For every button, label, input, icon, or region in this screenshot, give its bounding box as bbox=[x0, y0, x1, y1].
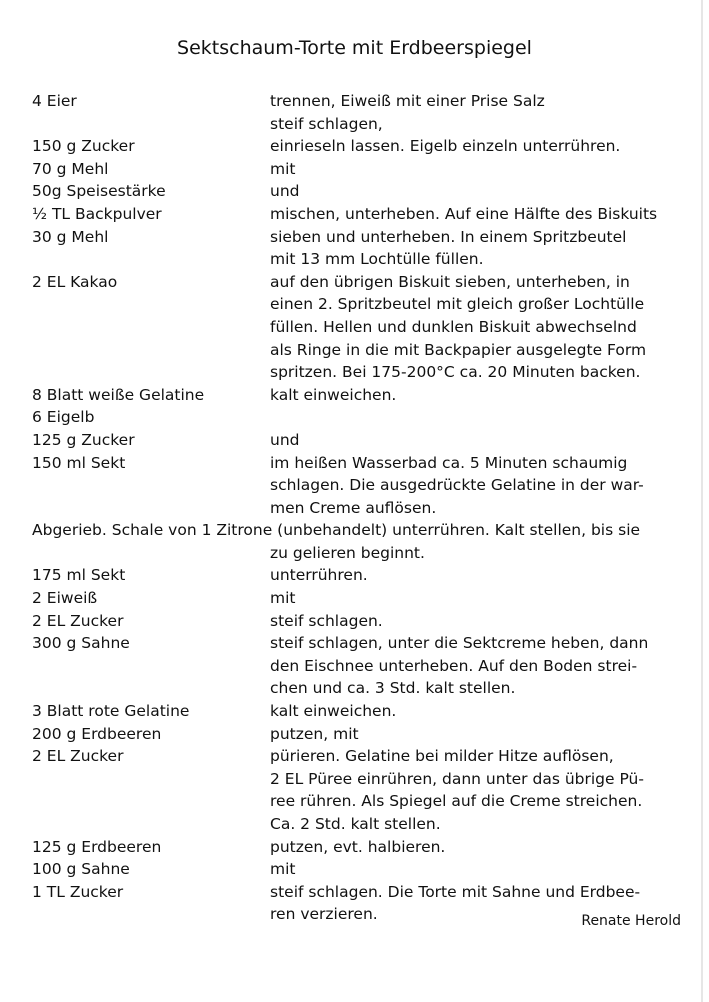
instruction-text bbox=[270, 858, 682, 881]
recipe-body bbox=[32, 90, 682, 926]
recipe-row bbox=[32, 452, 682, 520]
recipe-row bbox=[32, 135, 682, 158]
recipe-row bbox=[32, 610, 682, 633]
recipe-row bbox=[32, 429, 682, 452]
zitrone-instruction bbox=[32, 519, 682, 564]
instruction-line: im heißen Wasserbad ca. 5 Minuten schaumig bbox=[270, 453, 628, 472]
ingredient-label: 200 g Erdbeeren bbox=[32, 724, 162, 743]
ingredient-label: 300 g Sahne bbox=[32, 634, 130, 653]
instruction-line: ren verzieren. bbox=[270, 905, 378, 924]
instruction-line: chen und ca. 3 Std. kalt stellen. bbox=[270, 679, 516, 698]
instruction-text bbox=[270, 587, 682, 610]
instruction-line: mit 13 mm Lochtülle füllen. bbox=[270, 250, 484, 269]
ingredient-label: 30 g Mehl bbox=[32, 227, 109, 246]
instruction-text bbox=[270, 836, 682, 859]
instruction-line: trennen, Eiweiß mit einer Prise Salz bbox=[270, 92, 545, 110]
instruction-line: einen 2. Spritzbeutel mit gleich großer Lochtülle bbox=[270, 295, 645, 314]
instruction-line: füllen. Hellen und dunklen Biskuit abwechselnd bbox=[270, 317, 637, 336]
ingredient-label: 50g Speisestärke bbox=[32, 182, 166, 201]
ingredient-label: 2 Eiweiß bbox=[32, 589, 98, 608]
ingredient-label: 3 Blatt rote Gelatine bbox=[32, 702, 190, 721]
recipe-row bbox=[32, 836, 682, 859]
ingredient-label: 6 Eigelb bbox=[32, 408, 95, 427]
recipe-row bbox=[32, 406, 682, 429]
instruction-line: pürieren. Gelatine bei milder Hitze auflösen, bbox=[270, 747, 614, 766]
instruction-text bbox=[270, 90, 682, 135]
recipe-row bbox=[32, 858, 682, 881]
recipe-row bbox=[32, 723, 682, 746]
author-name: Renate Herold bbox=[581, 913, 681, 929]
ingredient-label: 8 Blatt weiße Gelatine bbox=[32, 385, 205, 404]
ingredient-label: 125 g Erdbeeren bbox=[32, 837, 162, 856]
instruction-text bbox=[270, 180, 682, 203]
instruction-text bbox=[270, 745, 682, 835]
recipe-row bbox=[32, 158, 682, 181]
ingredient-label: ½ TL Backpulver bbox=[32, 204, 162, 223]
instruction-text bbox=[270, 700, 682, 723]
instruction-text bbox=[270, 632, 682, 700]
instruction-text bbox=[270, 384, 682, 407]
recipe-row bbox=[32, 745, 682, 835]
ingredient-label: 70 g Mehl bbox=[32, 159, 109, 178]
instruction-line: ree rühren. Als Spiegel auf die Creme streichen. bbox=[270, 792, 643, 811]
instruction-text bbox=[270, 406, 682, 429]
instruction-text bbox=[270, 610, 682, 633]
recipe-row bbox=[32, 226, 682, 271]
instruction-line bbox=[270, 406, 682, 429]
ingredient-label: 150 ml Sekt bbox=[32, 453, 126, 472]
instruction-line: mischen, unterheben. Auf eine Hälfte des Biskuits bbox=[270, 204, 658, 223]
instruction-line: putzen, evt. halbieren. bbox=[270, 837, 446, 856]
instruction-line: unterrühren. bbox=[270, 566, 368, 585]
instruction-line: putzen, mit bbox=[270, 724, 359, 743]
instruction-line: schlagen. Die ausgedrückte Gelatine in der war- bbox=[270, 476, 644, 495]
recipe-row bbox=[32, 90, 682, 135]
ingredient-label: 1 TL Zucker bbox=[32, 882, 124, 901]
instruction-line: kalt einweichen. bbox=[270, 385, 397, 404]
instruction-line: men Creme auflösen. bbox=[270, 498, 437, 517]
instruction-line: und bbox=[270, 182, 300, 201]
instruction-text bbox=[270, 723, 682, 746]
instruction-text bbox=[270, 271, 682, 384]
ingredient-label: 125 g Zucker bbox=[32, 430, 135, 449]
ingredient-label: 2 EL Zucker bbox=[32, 747, 124, 766]
recipe-title: Sektschaum-Torte mit Erdbeerspiegel bbox=[177, 37, 532, 59]
recipe-row bbox=[32, 180, 682, 203]
instruction-line: steif schlagen, unter die Sektcreme heben, dann bbox=[270, 634, 649, 653]
instruction-text bbox=[270, 135, 682, 158]
instruction-line: steif schlagen, bbox=[270, 114, 383, 133]
instruction-line: mit bbox=[270, 589, 296, 608]
instruction-text bbox=[270, 564, 682, 587]
recipe-row bbox=[32, 564, 682, 587]
instruction-line: steif schlagen. bbox=[270, 611, 383, 630]
zitrone-line-2: zu gelieren beginnt. bbox=[270, 543, 425, 562]
page-edge-shadow bbox=[701, 0, 703, 1002]
ingredient-label: 2 EL Zucker bbox=[32, 611, 124, 630]
zitrone-line-1: Abgerieb. Schale von 1 Zitrone (unbehandelt) unterrühren. Kalt stellen, bis sie bbox=[32, 521, 641, 540]
instruction-text bbox=[270, 158, 682, 181]
instruction-line: steif schlagen. Die Torte mit Sahne und Erdbee- bbox=[270, 882, 641, 901]
instruction-text bbox=[270, 452, 682, 520]
instruction-line: den Eischnee unterheben. Auf den Boden strei- bbox=[270, 656, 638, 675]
instruction-line: spritzen. Bei 175-200°C ca. 20 Minuten backen. bbox=[270, 363, 641, 382]
ingredient-label: 175 ml Sekt bbox=[32, 566, 126, 585]
recipe-row bbox=[32, 271, 682, 384]
ingredient-label: 2 EL Kakao bbox=[32, 272, 118, 291]
recipe-row bbox=[32, 632, 682, 700]
recipe-row bbox=[32, 587, 682, 610]
recipe-row bbox=[32, 384, 682, 407]
ingredient-label: 150 g Zucker bbox=[32, 137, 135, 156]
instruction-text bbox=[270, 226, 682, 271]
ingredient-list-part-1 bbox=[32, 90, 682, 519]
instruction-text bbox=[270, 203, 682, 226]
recipe-row bbox=[32, 203, 682, 226]
instruction-text bbox=[270, 429, 682, 452]
ingredient-list-part-2 bbox=[32, 564, 682, 926]
ingredient-label: 100 g Sahne bbox=[32, 860, 130, 879]
instruction-line: mit bbox=[270, 860, 296, 879]
instruction-line: 2 EL Püree einrühren, dann unter das übrige Pü- bbox=[270, 769, 644, 788]
instruction-line: mit bbox=[270, 159, 296, 178]
instruction-line: auf den übrigen Biskuit sieben, unterheben, in bbox=[270, 272, 630, 291]
instruction-line: einrieseln lassen. Eigelb einzeln unterrühren. bbox=[270, 137, 621, 156]
instruction-line: als Ringe in die mit Backpapier ausgelegte Form bbox=[270, 340, 647, 359]
ingredient-label: 4 Eier bbox=[32, 92, 77, 110]
recipe-row bbox=[32, 700, 682, 723]
instruction-line: und bbox=[270, 430, 300, 449]
instruction-line: sieben und unterheben. In einem Spritzbeutel bbox=[270, 227, 627, 246]
instruction-line: kalt einweichen. bbox=[270, 702, 397, 721]
instruction-line: Ca. 2 Std. kalt stellen. bbox=[270, 815, 441, 833]
